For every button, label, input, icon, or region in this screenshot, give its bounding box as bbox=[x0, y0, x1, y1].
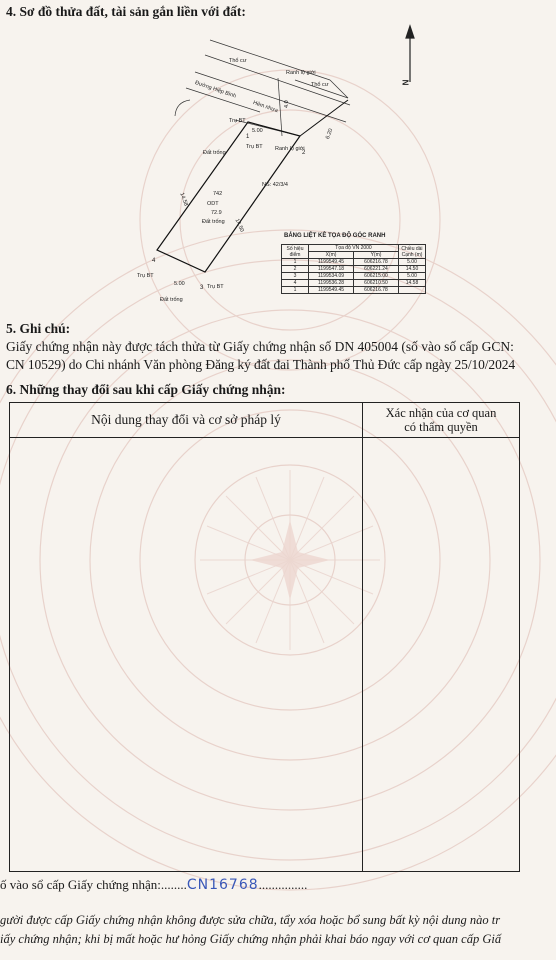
coord-cell-len: 5.00 bbox=[399, 259, 426, 266]
coord-cell-p: 1 bbox=[282, 287, 309, 294]
coord-cell-y: 606216.78 bbox=[354, 259, 399, 266]
label-dim-bottom: 5.00 bbox=[174, 281, 185, 287]
label-ranh-lo-gioi-mid: Ranh lộ giới bbox=[275, 146, 305, 152]
column-divider bbox=[362, 403, 363, 871]
coord-cell-x: 1199534.09 bbox=[309, 273, 354, 280]
label-parcel-no: 742 bbox=[213, 191, 223, 197]
label-ns: NS: 42/3/4 bbox=[262, 182, 288, 188]
label-ranh-lo-gioi-top: Ranh lộ giới bbox=[286, 70, 316, 76]
label-dat-trong-bottom: Đất trống bbox=[160, 297, 183, 303]
coord-cell-len: 14.58 bbox=[399, 280, 426, 287]
header-divider bbox=[10, 437, 519, 438]
label-hem-nhua: Hẻm nhựa bbox=[252, 100, 279, 115]
coord-cell-len: 14.50 bbox=[399, 266, 426, 273]
registration-line bbox=[0, 877, 307, 893]
warning-line-1: gười được cấp Giấy chứng nhận không được sửa chữa, tẩy xóa hoặc bổ sung bất kỳ nội dung nào tr bbox=[0, 913, 501, 927]
changes-table bbox=[9, 402, 520, 872]
north-label: N bbox=[401, 79, 411, 86]
section-5-title: 5. Ghi chú: bbox=[6, 321, 71, 336]
point-label-2: 2 bbox=[302, 150, 306, 156]
parcel-diagram bbox=[0, 20, 556, 310]
coord-cell-p: 2 bbox=[282, 266, 309, 273]
coord-table-title: BẢNG LIỆT KÊ TỌA ĐỘ GÓC RANH bbox=[284, 233, 386, 239]
section-6-title: 6. Những thay đổi sau khi cấp Giấy chứng nhận: bbox=[6, 382, 286, 397]
header-confirmation-line-2: có thẩm quyền bbox=[404, 420, 478, 434]
coord-cell-x: 1199536.28 bbox=[309, 280, 354, 287]
coord-cell-y: 606215.00 bbox=[354, 273, 399, 280]
label-dim-top: 5.00 bbox=[252, 128, 263, 134]
point-label-3: 3 bbox=[200, 285, 204, 291]
label-dim-right: 6.20 bbox=[325, 127, 335, 141]
label-tru-bt-3: Trụ BT bbox=[207, 284, 224, 290]
coord-header-x: X(m) bbox=[309, 252, 354, 259]
coord-cell-len bbox=[399, 287, 426, 294]
label-dat-trong-center: Đất trống bbox=[202, 219, 225, 225]
label-tho-cu-top: Thổ cư bbox=[229, 58, 247, 64]
label-dim-left: 14.58 bbox=[178, 192, 189, 207]
coord-row bbox=[282, 266, 426, 273]
label-road-name: Đường Hiệp Bình bbox=[194, 80, 237, 100]
label-tru-bt-1: Trụ BT bbox=[246, 144, 263, 150]
registration-number: CN16768 bbox=[186, 877, 259, 893]
warning-line-2: iấy chứng nhận; khi bị mất hoặc hư hỏng Giấy chứng nhận phải khai báo ngay với cơ quan cấp Giấ bbox=[0, 932, 502, 946]
header-confirmation-line-1: Xác nhận của cơ quan bbox=[385, 406, 497, 420]
note-line-2: CN 10529) do Chi nhánh Văn phòng Đăng ký đất đai Thành phố Thủ Đức cấp ngày 25/10/2024 bbox=[6, 357, 516, 372]
note-line-1: Giấy chứng nhận này được tách thửa từ Giấy chứng nhận số DN 405004 (số vào số cấp GCN: bbox=[6, 339, 514, 354]
point-label-1: 1 bbox=[246, 134, 250, 140]
section-4-title: 4. Sơ đồ thửa đất, tài sản gắn liền với đất: bbox=[6, 4, 246, 19]
coord-row bbox=[282, 287, 426, 294]
coord-table-body bbox=[282, 259, 426, 294]
coord-cell-y: 606221.24 bbox=[354, 266, 399, 273]
registration-label: ố vào sổ cấp Giấy chứng nhận: bbox=[0, 877, 161, 892]
coord-table bbox=[281, 244, 426, 294]
coord-header-point: Số hiệu điểm bbox=[282, 245, 309, 259]
label-tru-bt-2: Trụ BT bbox=[229, 118, 246, 124]
coord-header-group: Tọa độ VN 2000 bbox=[309, 245, 399, 252]
coord-cell-p: 3 bbox=[282, 273, 309, 280]
registration-dots-left: ........ bbox=[160, 877, 187, 892]
registration-dots-right: ............... bbox=[258, 877, 308, 892]
parcel-sketch bbox=[0, 20, 556, 310]
coord-cell-x: 1199549.45 bbox=[309, 287, 354, 294]
coord-cell-len: 5.00 bbox=[399, 273, 426, 280]
coord-cell-p: 1 bbox=[282, 259, 309, 266]
coord-cell-x: 1199547.18 bbox=[309, 266, 354, 273]
coord-row bbox=[282, 259, 426, 266]
label-tru-bt-4: Trụ BT bbox=[137, 273, 154, 279]
label-tho-cu-right: Thổ cư bbox=[311, 82, 329, 88]
label-dim-small: 4.0 bbox=[284, 100, 290, 108]
coord-cell-p: 4 bbox=[282, 280, 309, 287]
coord-header-edge: Chiều dài Cạnh (m) bbox=[399, 245, 426, 259]
label-dat-trong-left: Đất trống bbox=[203, 150, 226, 156]
coord-cell-y: 606216.78 bbox=[354, 287, 399, 294]
coord-cell-x: 1199549.45 bbox=[309, 259, 354, 266]
point-label-4: 4 bbox=[152, 258, 156, 264]
label-dim-right-long: 14.50 bbox=[233, 218, 245, 234]
header-confirmation bbox=[363, 405, 519, 435]
label-parcel-use: ODT bbox=[207, 201, 219, 207]
coord-row bbox=[282, 273, 426, 280]
coord-header-y: Y(m) bbox=[354, 252, 399, 259]
coord-row bbox=[282, 280, 426, 287]
header-content: Nội dung thay đổi và cơ sở pháp lý bbox=[91, 412, 281, 427]
coord-cell-y: 606210.50 bbox=[354, 280, 399, 287]
label-parcel-area: 72.9 bbox=[211, 210, 222, 216]
